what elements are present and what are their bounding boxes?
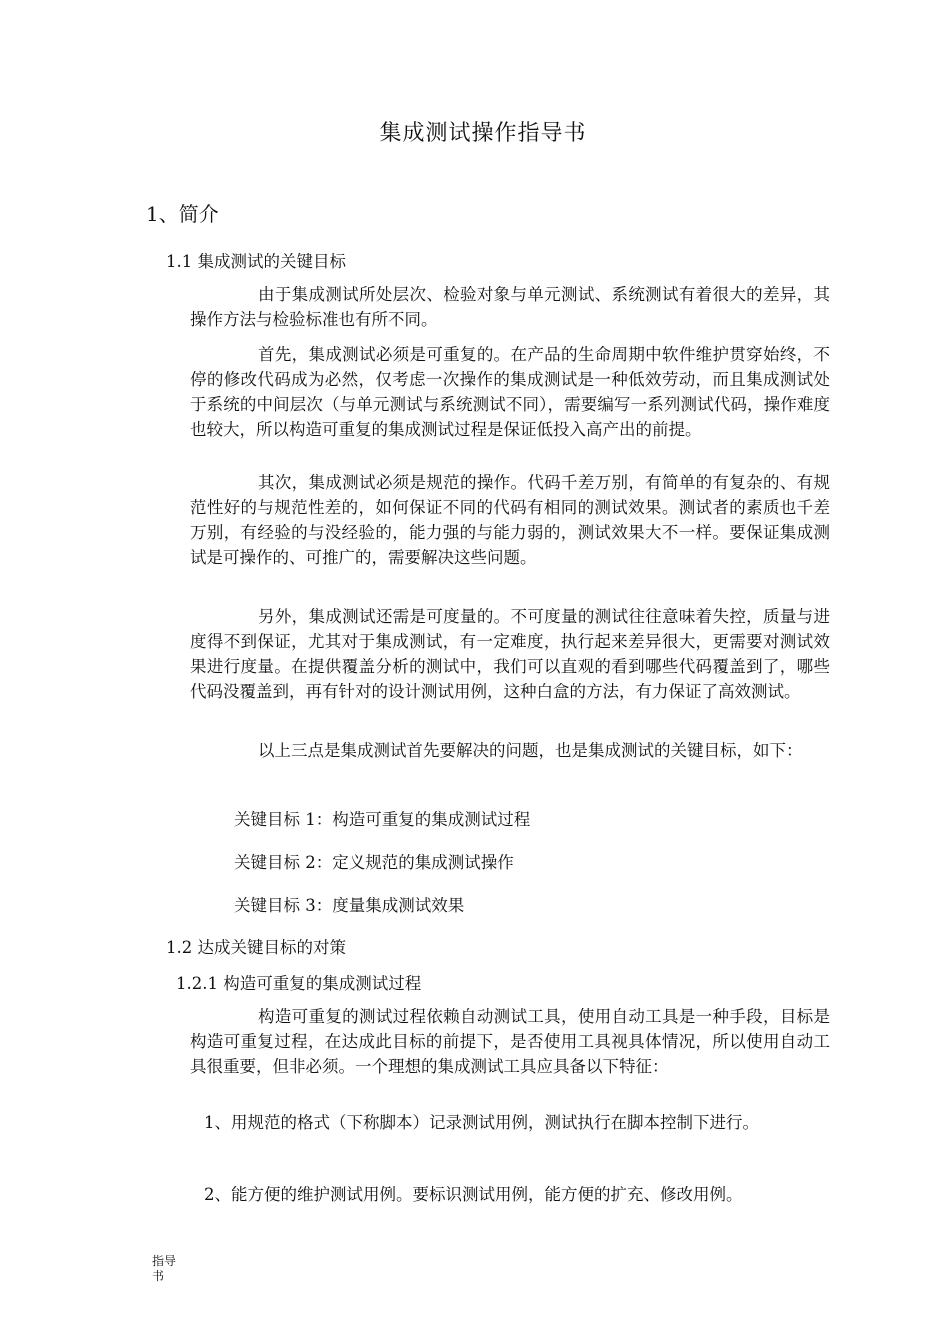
- paragraph-standardized: 其次，集成测试必须是规范的操作。代码千差万别，有简单的有复杂的、有规范性好的与规范性差的，如何保证不同的代码有相同的测试效果。测试者的素质也千差万别，有经验的与没经验的，能力强的与能力弱的，测试效果大不一样。要保证集成测试是可操作的、可推广的，需要解决这些问题。: [190, 473, 830, 567]
- paragraph-repeatable: 首先，集成测试必须是可重复的。在产品的生命周期中软件维护贯穿始终，不停的修改代码成为必然，仅考虑一次操作的集成测试是一种低效劳动，而且集成测试处于系统的中间层次（与单元测试与系统测试不同），需要编写一系列测试代码，操作难度也较大，所以构造可重复的集成测试过程是保证低投入高产出的前提。: [190, 345, 830, 439]
- section-heading-1-2: 1.2 达成关键目标的对策: [166, 938, 346, 957]
- paragraph-summary: 以上三点是集成测试首先要解决的问题，也是集成测试的关键目标，如下：: [258, 741, 803, 760]
- paragraph-intro: 由于集成测试所处层次、检验对象与单元测试、系统测试有着很大的差异，其操作方法与检验标准也有所不同。: [190, 285, 830, 329]
- key-goal-3: 关键目标 3：度量集成测试效果: [234, 896, 465, 915]
- feature-item-2: 2、能方便的维护测试用例。要标识测试用例，能方便的扩充、修改用例。: [204, 1185, 743, 1204]
- page-footer: 指导书: [152, 1254, 177, 1283]
- document-title: 集成测试操作指导书: [379, 121, 587, 146]
- section-heading-1-2-1: 1.2.1 构造可重复的集成测试过程: [176, 974, 422, 993]
- key-goal-2: 关键目标 2：定义规范的集成测试操作: [234, 853, 514, 872]
- section-heading-1-1: 1.1 集成测试的关键目标: [166, 252, 346, 271]
- paragraph-measurable: 另外，集成测试还需是可度量的。不可度量的测试往往意味着失控，质量与进度得不到保证，尤其对于集成测试，有一定难度，执行起来差异很大，更需要对测试效果进行度量。在提供覆盖分析的测试中，我们可以直观的看到哪些代码覆盖到了，哪些代码没覆盖到，再有针对的设计测试用例，这种白盒的方法，有力保证了高效测试。: [190, 607, 830, 701]
- section-heading-1: 1、简介: [146, 202, 219, 226]
- paragraph-tool-features: 构造可重复的测试过程依赖自动测试工具，使用自动工具是一种手段，目标是构造可重复过程，在达成此目标的前提下，是否使用工具视具体情况，所以使用自动工具很重要，但非必须。一个理想的集成测试工具应具备以下特征：: [190, 1007, 830, 1076]
- feature-item-1: 1、用规范的格式（下称脚本）记录测试用例，测试执行在脚本控制下进行。: [204, 1113, 759, 1132]
- key-goal-1: 关键目标 1：构造可重复的集成测试过程: [234, 810, 531, 829]
